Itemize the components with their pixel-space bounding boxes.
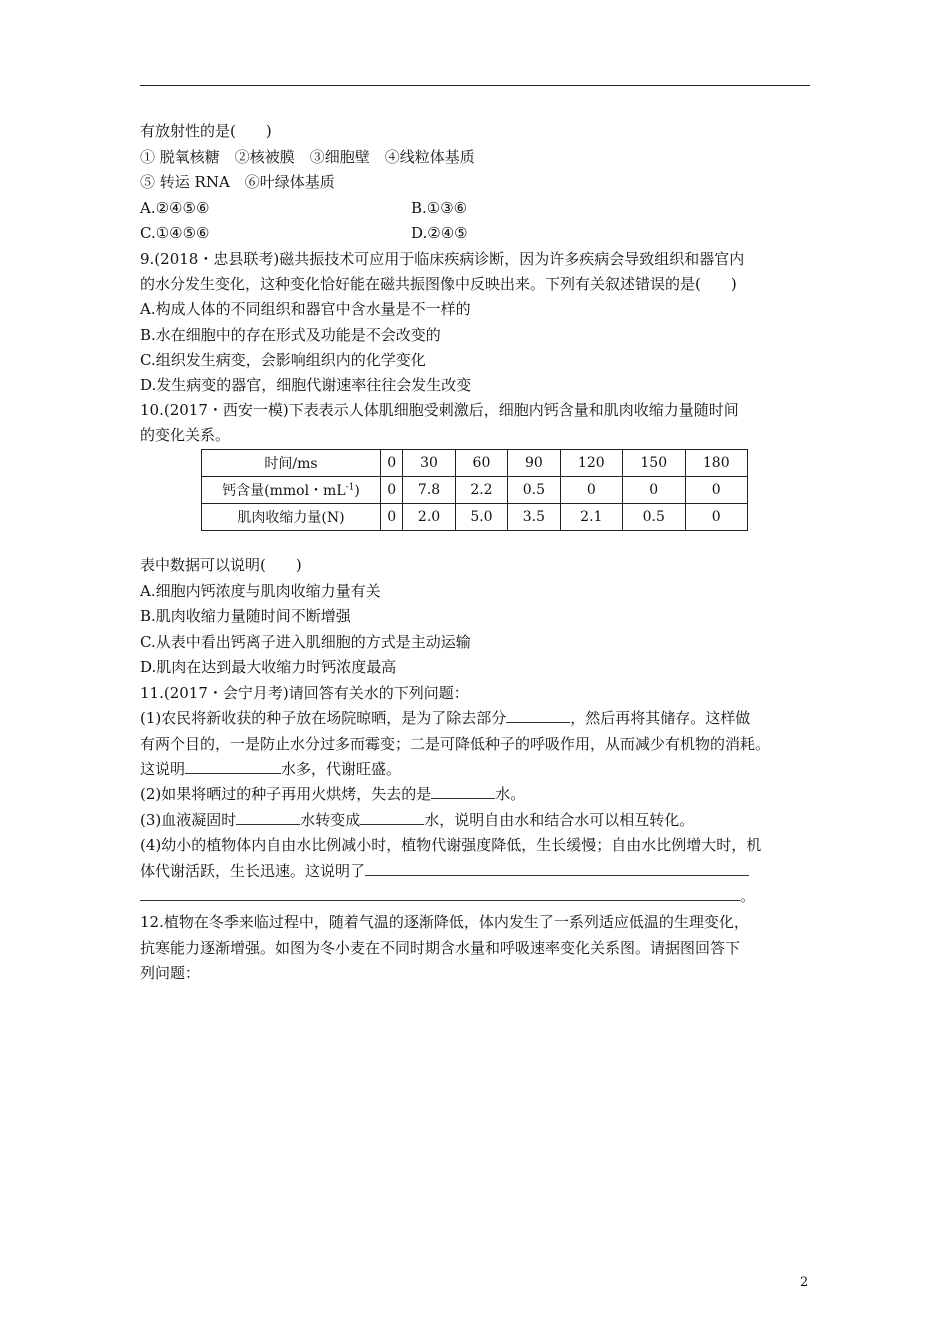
answer-blank[interactable] (236, 810, 300, 825)
q9-option-d: D.发生病变的器官，细胞代谢速率往往会发生改变 (140, 376, 472, 394)
q9-option-c: C.组织发生病变，会影响组织内的化学变化 (140, 351, 426, 369)
q9-line2: 的水分发生变化，这种变化恰好能在磁共振图像中反映出来。下列有关叙述错误的是( ) (140, 275, 737, 293)
page-number: 2 (800, 1275, 809, 1290)
q11-part1-text: (1)农民将新收获的种子放在场院晾晒，是为了除去部分 (140, 709, 507, 727)
q11-part1-line2: 有两个目的，一是防止水分过多而霉变；二是可降低种子的呼吸作用，从而减少有机物的消耗。 (140, 735, 771, 753)
q8-option-d: D.②④⑤ (411, 224, 468, 242)
table-cell: 0.5 (623, 504, 685, 531)
answer-blank[interactable] (360, 810, 424, 825)
answer-blank[interactable] (506, 708, 570, 723)
header-rule (140, 85, 810, 86)
q11-part4-line2 (140, 861, 749, 881)
q11-part1-line1 (140, 708, 750, 728)
q11-part2-text: (2)如果将晒过的种子再用火烘烤，失去的是 (140, 785, 432, 803)
table-cell: 肌肉收缩力量(N) (202, 504, 381, 531)
q10-line2: 的变化关系。 (140, 426, 231, 444)
table-cell: 0 (381, 450, 403, 477)
q11-part4-line1: (4)幼小的植物体内自由水比例减小时，植物代谢强度降低，生长缓慢；自由水比例增大时，机 (140, 836, 762, 854)
table-cell: 5.0 (455, 504, 507, 531)
q10-line1: 10.(2017・西安一模)下表表示人体肌细胞受刺激后，细胞内钙含量和肌肉收缩力量随时间 (140, 401, 739, 419)
q11-part3-text: 水转变成 (300, 811, 361, 829)
table-cell: 2.1 (560, 504, 622, 531)
q11-part4-line3 (140, 886, 755, 906)
q8-option-c: C.①④⑤⑥ (140, 224, 210, 242)
calcium-data-table (201, 449, 748, 531)
q10-option-d: D.肌肉在达到最大收缩力时钙浓度最高 (140, 658, 397, 676)
q10-option-c: C.从表中看出钙离子进入肌细胞的方式是主动运输 (140, 633, 471, 651)
q10-option-a: A.细胞内钙浓度与肌肉收缩力量有关 (140, 582, 381, 600)
q9-option-a: A.构成人体的不同组织和器官中含水量是不一样的 (140, 300, 471, 318)
q12-line2: 抗寒能力逐渐增强。如图为冬小麦在不同时期含水量和呼吸速率变化关系图。请据图回答下 (140, 939, 741, 957)
table-cell: 0 (381, 504, 403, 531)
calcium-label: 钙含量(mmol・mL (222, 483, 346, 499)
table-cell: 0 (685, 504, 748, 531)
table-cell: 2.0 (403, 504, 455, 531)
table-cell: 7.8 (403, 477, 455, 504)
table-cell: 180 (685, 450, 748, 477)
q8-option-a: A.②④⑤⑥ (140, 199, 210, 217)
table-cell: 60 (455, 450, 507, 477)
table-cell (202, 477, 381, 504)
q9-line1: 9.(2018・忠县联考)磁共振技术可应用于临床疾病诊断，因为许多疾病会导致组织和器官内 (140, 250, 745, 268)
calcium-label-close: ) (354, 483, 360, 499)
q8-items-row1: ① 脱氧核糖 ②核被膜 ③细胞壁 ④线粒体基质 (140, 148, 475, 166)
table-cell: 0 (685, 477, 748, 504)
q9-option-b: B.水在细胞中的存在形式及功能是不会改变的 (140, 326, 441, 344)
table-cell: 150 (623, 450, 685, 477)
q8-option-b: B.①③⑥ (411, 199, 468, 217)
table-cell: 0 (381, 477, 403, 504)
q11-part2 (140, 784, 525, 804)
table-cell: 90 (508, 450, 560, 477)
q10-stem: 表中数据可以说明( ) (140, 556, 302, 574)
table-cell: 3.5 (508, 504, 560, 531)
table-cell: 2.2 (455, 477, 507, 504)
table-row (202, 450, 748, 477)
table-cell: 0 (623, 477, 685, 504)
answer-blank[interactable] (365, 861, 749, 876)
table-row (202, 477, 748, 504)
q8-items-row2: ⑤ 转运 RNA ⑥叶绿体基质 (140, 173, 335, 191)
unit-exponent: -1 (345, 482, 355, 493)
q11-part2-text: 水。 (495, 785, 526, 803)
q11-part4-text: 体代谢活跃，生长迅速。这说明了 (140, 862, 366, 880)
q11-part3 (140, 810, 694, 830)
q11-part3-text: 水，说明自由水和结合水可以相互转化。 (424, 811, 695, 829)
q11-part1-line3 (140, 759, 401, 779)
answer-blank[interactable] (431, 784, 495, 799)
q12-line3: 列问题： (140, 964, 201, 982)
q12-line1: 12.植物在冬季来临过程中，随着气温的逐渐降低，体内发生了一系列适应低温的生理变化， (140, 913, 749, 931)
table-cell: 120 (560, 450, 622, 477)
q11-part3-text: (3)血液凝固时 (140, 811, 237, 829)
answer-blank[interactable] (185, 759, 281, 774)
q11-part1-text: 水多，代谢旺盛。 (281, 760, 402, 778)
answer-blank[interactable] (140, 886, 740, 901)
table-cell: 0 (560, 477, 622, 504)
table-cell: 0.5 (508, 477, 560, 504)
q11-title: 11.(2017・会宁月考)请回答有关水的下列问题： (140, 684, 469, 702)
q8-stem: 有放射性的是( ) (140, 122, 272, 140)
table-cell: 时间/ms (202, 450, 381, 477)
q11-part4-end: 。 (740, 887, 756, 905)
q11-part1-text: 这说明 (140, 760, 186, 778)
table-cell: 30 (403, 450, 455, 477)
table-row (202, 504, 748, 531)
q10-option-b: B.肌肉收缩力量随时间不断增强 (140, 607, 351, 625)
q11-part1-text: ，然后再将其储存。这样做 (570, 709, 751, 727)
